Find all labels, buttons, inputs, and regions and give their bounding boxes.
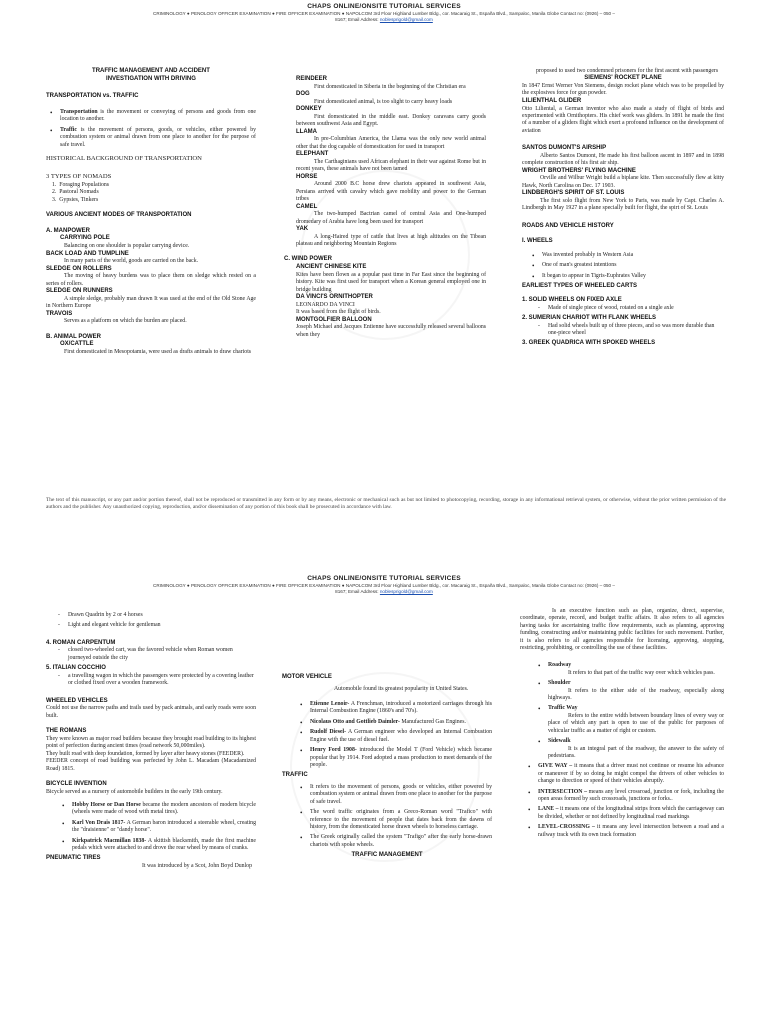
- heading-bicycle: BICYCLE INVENTION: [46, 780, 107, 787]
- heading-earliest-carts: EARLIEST TYPES OF WHEELED CARTS: [522, 283, 638, 290]
- wheel-item: • One of man's greatest intentions: [528, 262, 724, 269]
- doc-title-line-2: INVESTIGATION WITH DRIVING: [106, 75, 196, 82]
- sumerian-item: - Had solid wheels built up of three pieces, and so was more durable than one-piece wheel: [534, 323, 724, 338]
- heading-wright: WRIGHT BROTHERS' FLYING MACHINE: [522, 167, 636, 174]
- text-romans-1: They were known as major road builders because they brought road building to its highest point of perfection during ancient times (road network 50,000miles).: [46, 735, 256, 750]
- definition-transportation: • Transportation is the movement or conveying of persons and goods from one location to another.: [46, 109, 256, 124]
- bicycle-item-hobby: • Hobby Horse or Dan Horse became the modern ancestors of modern bicycle (wheels were made of wood with metal tires).: [58, 802, 256, 817]
- motor-item-diesel: • Rudolf Diesel- A German engineer who developed an Internal Combustion Engine with the use of diesel fuel.: [296, 729, 492, 744]
- heading-carrying-pole: CARRYING POLE: [60, 235, 110, 242]
- term-intersection: • INTERSECTION – means any level crossroad, junction or fork, including the open areas formed by such crossroads, junctions or forks..: [524, 789, 724, 804]
- heading-chinese-kite: ANCIENT CHINESE KITE: [296, 264, 367, 271]
- heading-davinci: DA VINCI'S ORNITHOPTER: [296, 294, 373, 301]
- wheel-item: • It began to appear in Tigris-Euphrates Valley: [528, 273, 724, 280]
- text-donkey: First domesticated in the middle east. Donkey caravans carry goods between southwest Asia and Egypt.: [296, 113, 486, 128]
- heading-transport-vs-traffic: TRANSPORTATION vs. TRAFFIC: [46, 93, 139, 100]
- heading-back-load: BACK LOAD AND TUMPLINE: [46, 250, 129, 257]
- text-romans-2: They built road with deep foundation, formed by layer after heavy stones (FEEDER).: [46, 750, 245, 757]
- text-santos: Alberto Santos Dumont, He made his first balloon ascent in 1897 and in 1898 complete construction of his first air ship.: [522, 152, 724, 167]
- text-horse: Around 2000 B.C horse drew chariots appeared in southwest Asia, Persians arrived with cavalry which gave mobility and power to the German tribes: [296, 181, 486, 203]
- header-title: CHAPS ONLINE/ONSITE TUTORIAL SERVICES: [307, 3, 461, 10]
- heading-ox-cattle: OX/CATTLE: [60, 341, 94, 348]
- text-siemens: In 1847 Ernst Werner Von Siemens, design rocket plane which was to be propelled by the explosives force for gun powder.: [522, 83, 724, 97]
- text-montgolfier: Joseph Michael and Jacques Entienne have successfully released several balloons when they: [296, 324, 486, 338]
- page2-column-2: [282, 674, 492, 1024]
- heading-montgolfier: MONTGOLFIER BALLOON: [296, 316, 372, 323]
- term-lane: • LANE – it means one of the longitudinal strips from which the carriageway can be divided, whether or not defined by longitudinal road markings: [524, 806, 724, 821]
- bicycle-list: [46, 802, 256, 852]
- heading-sledge-runners: SLEDGE ON RUNNERS: [46, 288, 113, 295]
- term-sidewalk: • Sidewalk It is an integral part of the roadway, the answer to the safety of pedestrians.: [534, 738, 724, 760]
- text-dog: First domesticated animal, is too slight to carry heavy loads: [314, 98, 453, 105]
- heading-camel: CAMEL: [296, 203, 318, 210]
- heading-wheeled-vehicles: WHEELED VEHICLES: [46, 697, 108, 704]
- header-email-prefix: 8167; Email Address:: [335, 589, 379, 595]
- heading-horse: HORSE: [296, 173, 318, 180]
- road-terms-list: [520, 662, 724, 760]
- header-email-line: [0, 17, 768, 23]
- nomads-list: [46, 182, 256, 204]
- heading-nomads: 3 TYPES OF NOMADS: [46, 173, 112, 181]
- definition-list: [46, 109, 256, 149]
- nomad-item: 2. Pastoral Nomads: [52, 189, 99, 196]
- italian-item: - a travelling wagon in which the passengers were protected by a covering leather or clothed fixed over a wooden framework.: [54, 673, 256, 688]
- heading-donkey: DONKEY: [296, 106, 322, 113]
- header-address: CRIMINOLOGY ● PENOLOGY OFFICER EXAMINATION ● FIRE OFFICER EXAMINATION ● NAPOLCOM 3rd Floor Highland Lumber Bldg., cor. Macaraig St., España Blvd., Sampaloc, Manila Globe Contact no: (0926) – 050 –: [153, 583, 615, 589]
- traffic-item: • It refers to the movement of persons, goods or vehicles, either powered by combustion system or animal drawn from one place to another for the purpose of safe travel.: [296, 784, 492, 806]
- traffic-list: [282, 784, 492, 849]
- heading-elephant: ELEPHANT: [296, 151, 329, 158]
- definition-traffic: • Traffic is the movement of persons, goods, or vehicles, either powered by combustion system or animal drawn from one place to another for the purpose of safe travel.: [46, 127, 256, 149]
- doc-title-line-1: TRAFFIC MANAGEMENT AND ACCIDENT: [92, 68, 210, 74]
- motor-list: [282, 701, 492, 769]
- text-lilienthal: Otto Liliental, a German inventor who also made a study of flight of birds and experimented with Ornithopters. His chief work was gliders. In 1891 he made the first of a number of a gliders flight which exert a profound influence on the development of aviation: [522, 105, 724, 134]
- heading-siemens: SIEMENS' ROCKET PLANE: [584, 75, 662, 82]
- motor-item-otto: • Nicolaus Otto and Gottlieb Daimler- Manufactured Gas Engines.: [296, 719, 492, 726]
- text-travois: Serves as a platform on which the burden are placed.: [64, 318, 187, 325]
- page2-column-3: [520, 608, 724, 1024]
- header-email-link[interactable]: noblesprigold@gmail.com: [379, 17, 433, 23]
- solid-wheels-item: - Made of single piece of wood, rotated on a single axle: [534, 305, 724, 312]
- term-shoulder: • Shoulder It refers to the either side of the roadway, especially along highways.: [534, 680, 724, 702]
- quadrica-list: [46, 612, 256, 630]
- header-email-line: [0, 589, 768, 595]
- quadrica-item: - Drawn Quadrin by 2 or 4 horses: [54, 612, 256, 619]
- heading-wheels: I. WHEELS: [522, 238, 553, 245]
- text-chinese-kite: Kites have been flown as a popular past time in Far East since the beginning of history. Kite was first used for transport when a Korean general employed one in bridge building: [296, 271, 486, 293]
- bicycle-item-kirkpatrick: • Kirkpatrick Macmillan 1838- A skittish blacksmith, made the first machine pedals which were attached to and drove the rear wheel by means of cranks.: [58, 838, 256, 853]
- heading-ancient-modes: VARIOUS ANCIENT MODES OF TRANSPORTATION: [46, 212, 192, 219]
- traffic-item: • The Greek originally called the system "Trafigo" after the early horse-drawn chariots with spoke wheels.: [296, 834, 492, 849]
- heading-historical-background: HISTORICAL BACKGROUND OF TRANSPORTATION: [46, 155, 202, 163]
- text-davinci: It was based from the flight of birds.: [296, 309, 381, 316]
- heading-greek: 3. GREEK QUADRICA WITH SPOKED WHEELS: [522, 340, 656, 347]
- heading-yak: YAK: [296, 225, 309, 232]
- text-carrying-pole: Balancing on one shoulder is popular carrying device.: [64, 243, 190, 250]
- text-montgolfier-cont: proposed to used two condemned prisoners for the first ascent with passengers: [536, 68, 719, 74]
- page2-column-1: [46, 612, 256, 1024]
- term-level-crossing: • LEVEL-CROSSING – it means any level intersection between a road and a railway track with its own track formation: [524, 824, 724, 839]
- heading-italian-cocchio: 5. ITALIAN COCCHIO: [46, 665, 106, 672]
- wheel-item: • Was invented probably in Western Asia: [528, 252, 724, 259]
- heading-roads-history: ROADS AND VEHICLE HISTORY: [522, 222, 614, 229]
- header-email-prefix: 8167; Email Address:: [335, 17, 379, 23]
- motor-item-lenoir: • Etienne Lenoir- A Frenchman, introduced a motorized carriages through his Internal Combustion Engine (1860's and 70's).: [296, 701, 492, 716]
- sumerian-list: [522, 323, 724, 338]
- text-sledge-runners: A simple sledge, probably man drawn It was used at the end of the Old Stone Age in Northern Europe: [46, 295, 256, 310]
- heading-santos: SANTOS DUMONT'S AIRSHIP: [522, 145, 607, 152]
- heading-pneumatic: PNEUMATIC TIRES: [46, 855, 101, 862]
- text-romans-3: FEEDER concept of road building was perfected by John L. Macadam (Macadamized Road) 1815.: [46, 758, 256, 772]
- text-traffic-management: Is an executive function such as plan, organize, direct, supervise, coordinate, operate, record, and budget traffic affairs. It also refers to all agencies having tasks for ascertaining traffic flow requirements, such as planning, approving funding, constructing and/or maintaining public facilities for such movement. Further, it is also refers to all agencies responsible for licensing, approving, stopping, restricting, prohibiting, or controlling the use of these facilities.: [520, 608, 724, 652]
- document-page-2: [0, 572, 768, 1024]
- term-traffic-way: • Traffic Way Refers to the entire width between boundary lines of every way or place of which any part is open to use of the public for purposes of vehicular traffic as a matter of right or custom.: [534, 705, 724, 735]
- heading-dog: DOG: [296, 91, 310, 98]
- text-pneumatic: It was introduced by a Scot, John Boyd Dunlop: [142, 863, 252, 870]
- nomad-item: 1. Foraging Populations: [52, 181, 110, 188]
- bicycle-item-drais: • Karl Von Drais 1817- A German baron introduced a steerable wheel, creating the "draisienne" or "dandy horse".: [58, 820, 256, 835]
- traffic-terms-list: [520, 763, 724, 839]
- text-camel: The two-humped Bactrian camel of central Asia and One-humped dromedary of Arabia have long been used for transport: [296, 211, 486, 225]
- nomad-item: 3. Gypsies, Tinkers: [52, 196, 99, 203]
- text-ox-cattle: First domesticated in Mesopotamia, were used as drafts animals to draw chariots: [64, 349, 252, 356]
- heading-sumerian: 2. SUMERIAN CHARIOT WITH FLANK WHEELS: [522, 314, 656, 321]
- heading-romans: THE ROMANS: [46, 728, 87, 735]
- heading-manpower: A. MANPOWER: [46, 227, 90, 234]
- page-header: [0, 3, 768, 23]
- heading-solid-wheels: 1. SOLID WHEELS ON FIXED AXLE: [522, 296, 622, 303]
- copyright-footer: The text of this manuscript, or any part and/or portion thereof, shall not be reproduced or transmitted in any form or by any means, electronic or mechanical such as but not limited to photocopying, recording, storage in any informational retrieval system, or otherwise, without the prior written permission of the authors and the publisher. Any unauthorized copying, reproduction, and/or dissemination of any portion of this book shall be prosecuted in accordance with law.: [46, 497, 726, 510]
- text-back-load: In many parts of the world, goods are carried on the back.: [64, 258, 199, 265]
- heading-travois: TRAVOIS: [46, 310, 73, 317]
- heading-llama: LLAMA: [296, 128, 317, 135]
- header-email-link[interactable]: noblesprigold@gmail.com: [379, 589, 433, 595]
- term-give-way: • GIVE WAY – it means that a driver must not continue or resume his advance or maneuver if by so doing he might compel the drivers of other vehicles to change to direction or speed of their vehicles abruptly.: [524, 763, 724, 785]
- quadrica-item: - Light and elegant vehicle for gentleman: [54, 622, 256, 629]
- heading-reindeer: REINDEER: [296, 76, 328, 82]
- page1-column-2: [284, 76, 486, 488]
- heading-motor-vehicle: MOTOR VEHICLE: [282, 674, 332, 680]
- text-wright: Orville and Wilbur Wright build a biplane kite. Then successfully flew at kitty Hawk, North Carolina on Dec. 17 1903.: [522, 175, 724, 189]
- text-lindbergh: The first solo flight from New York to Paris, was made by Capt. Charles A. Lindbergh in May 1927 in a plane specially built for flight, the spirt of St. Louis: [522, 197, 724, 212]
- text-bicycle: Bicycle served as a nursery of automobile builders in the early 19th century.: [46, 788, 223, 795]
- text-sledge-rollers: The moving of heavy burdens was to place them on sledge which rested on a series of rollers.: [46, 273, 256, 287]
- page-header: [0, 575, 768, 595]
- text-elephant: The Carthaginians used African elephant in their war against Rome but in recent years, these animals have not been tamed: [296, 158, 486, 173]
- heading-traffic: TRAFFIC: [282, 772, 308, 779]
- wheels-list: [522, 252, 724, 280]
- heading-lilienthal: LILIENTHAL GLIDER: [522, 97, 582, 104]
- text-reindeer: First domesticated in Siberia in the beginning of the Christian era: [314, 83, 466, 90]
- heading-animal-power: B. ANIMAL POWER: [46, 333, 101, 340]
- heading-roman-carpentum: 4. ROMAN CARPENTUM: [46, 639, 116, 646]
- text-davinci-name: LEONARDO DA VINCI: [296, 301, 355, 308]
- text-llama: In pre-Columbian America, the Llama was the only new world animal other that the dog capable of domestication for used in transport: [296, 136, 486, 150]
- heading-wind-power: C. WIND POWER: [284, 256, 332, 263]
- heading-traffic-management: TRAFFIC MANAGEMENT: [351, 852, 423, 859]
- italian-list: [46, 673, 256, 688]
- roman-list: [46, 647, 256, 662]
- heading-sledge-rollers: SLEDGE ON ROLLERS: [46, 265, 112, 272]
- traffic-item: • The word traffic originates from a Greco-Roman word "Trafico" with reference to the movement of people that dates back from the dawns of history, from the domesticated horse drawn wheels to horseless carriage.: [296, 809, 492, 831]
- page-gap: [0, 540, 768, 572]
- text-yak: A long-Haired type of cattle that lives at high altitudes on the Tibean plateau and neighboring Mountain Regions: [296, 233, 486, 248]
- solid-wheels-list: [522, 305, 724, 312]
- text-motor-vehicle: Automobile found its greatest popularity in United States.: [334, 685, 469, 692]
- motor-item-ford: • Henry Ford 1908- introduced the Model T (Ford Vehicle) which became popular that by 1914. Ford adopted a mass production to meet demands of the people.: [296, 747, 492, 769]
- text-wheeled-vehicles: Could not use the narrow paths and trails used by pack animals, and early roads were soon built.: [46, 705, 256, 719]
- page1-column-1: [46, 68, 256, 488]
- heading-lindbergh: LINDBERGH'S SPIRIT OF ST. LOUIS: [522, 190, 625, 197]
- header-title: CHAPS ONLINE/ONSITE TUTORIAL SERVICES: [307, 575, 461, 582]
- header-address: CRIMINOLOGY ● PENOLOGY OFFICER EXAMINATION ● FIRE OFFICER EXAMINATION ● NAPOLCOM 3rd Floor Highland Lumber Bldg., cor. Macaraig St., España Blvd., Sampaloc, Manila Globe Contact no: (0926) – 050 –: [153, 11, 615, 17]
- page1-column-3: [522, 68, 724, 498]
- roman-item: - closed two-wheeled cart, was the favored vehicle when Roman women journeyed outside the city: [54, 647, 256, 662]
- term-roadway: • Roadway It refers to that part of the traffic way over which vehicles pass.: [534, 662, 724, 677]
